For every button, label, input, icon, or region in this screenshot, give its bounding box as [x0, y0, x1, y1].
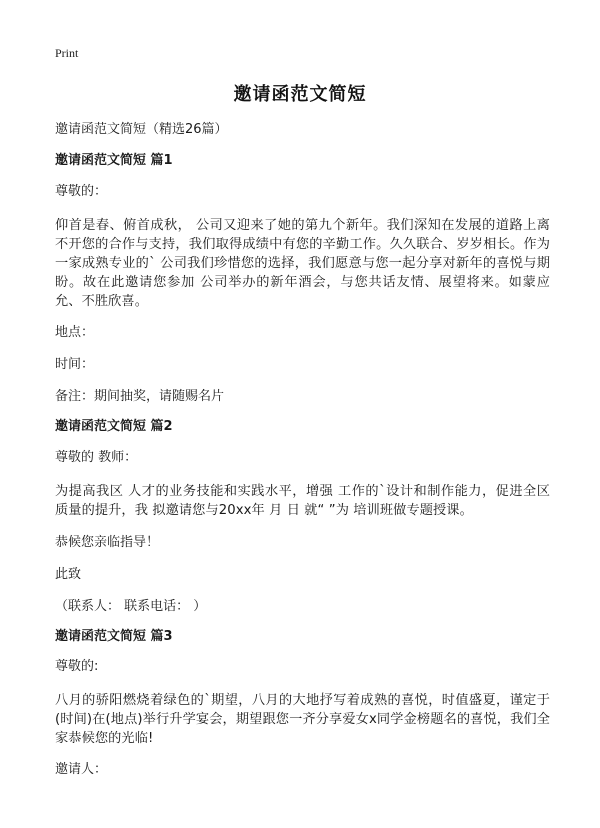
section-3-body: 八月的骄阳燃烧着绿色的`期望，八月的大地抒写着成熟的喜悦，时值盛夏，谨定于(时间)在(地点)举行升学宴会，期望跟您一齐分享爱女x同学金榜题名的喜悦，我们全家恭候您的光临!: [55, 693, 550, 746]
document-subtitle: 邀请函范文简短（精选26篇）: [55, 122, 228, 137]
section-2-salutation: 此致: [55, 567, 82, 582]
section-heading-2: 邀请函范文简短 篇2: [55, 419, 173, 434]
section-3-greeting: 尊敬的:: [55, 659, 99, 674]
section-heading-1: 邀请函范文简短 篇1: [55, 153, 173, 168]
section-1-place: 地点：: [55, 325, 95, 340]
document-body: [55, 120, 550, 780]
section-2-contact: （联系人： 联系电话： ）: [55, 599, 207, 614]
section-2-greeting: 尊敬的 教师：: [55, 450, 138, 465]
section-1-body: 仰首是春、俯首成秋， 公司又迎来了她的第九个新年。我们深知在发展的道路上离不开您的合作与支持，我们取得成绩中有您的辛勤工作。久久联合、岁岁相长。作为一家成熟专业的` 公司我们珍惜您的选择，我们愿意与您一起分享对新年的喜悦与期盼。故在此邀请您参加 公司举办的新年酒会，与您共话友情、展望将来。如蒙应允、不胜欣喜。: [55, 218, 550, 309]
print-label: Print: [55, 46, 79, 60]
section-2-closing: 恭候您亲临指导！: [55, 535, 160, 550]
page-title: 邀请函范文简短: [233, 84, 367, 105]
section-heading-3: 邀请函范文简短 篇3: [55, 629, 173, 644]
section-2-body: 为提高我区 人才的业务技能和实践水平，增强 工作的`设计和制作能力，促进全区 质量的提升，我 拟邀请您与20xx年 月 日 就“ ”为 培训班做专题授课。: [55, 484, 550, 518]
section-3-inviter: 邀请人：: [55, 762, 108, 777]
section-1-note: 备注：期间抽奖，请随赐名片: [55, 389, 225, 404]
section-1-greeting: 尊敬的：: [55, 184, 108, 199]
section-1-time: 时间：: [55, 357, 95, 372]
